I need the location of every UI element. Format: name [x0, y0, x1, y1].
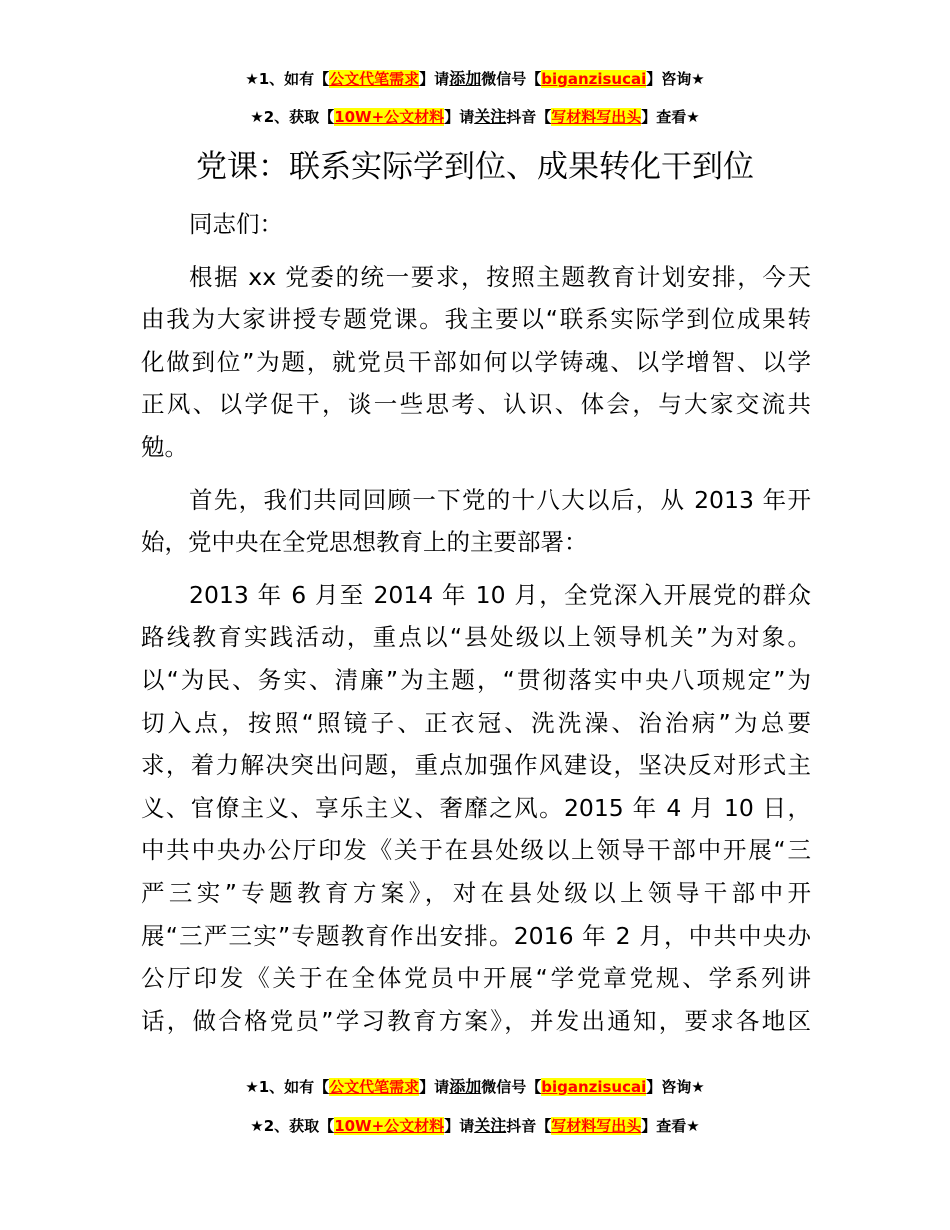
banner-text: ★1、如有【	[245, 70, 330, 88]
banner-highlight: 10W+公文材料	[334, 1117, 445, 1135]
paragraph-line: 根据 xx 党委的统一要求，按照主题教育计划安排，今天	[189, 262, 811, 291]
top-banner-line-2	[0, 107, 950, 127]
banner-douyin-id: 写材料写出头	[551, 108, 642, 126]
paragraph-line: 路线教育实践活动，重点以“县处级以上领导机关”为对象。	[141, 623, 811, 652]
banner-wechat-id: biganzisucai	[541, 70, 647, 88]
paragraph-line: 首先，我们共同回顾一下党的十八大以后，从 2013 年开	[189, 485, 811, 514]
paragraph-line: 以“为民、务实、清廉”为主题，“贯彻落实中央八项规定”为	[141, 665, 811, 694]
banner-text: 微信号【	[481, 1078, 542, 1096]
banner-douyin-id: 写材料写出头	[551, 1117, 642, 1135]
top-banner-line-1	[0, 69, 950, 89]
paragraph-line: 正风、以学促干，谈一些思考、认识、体会，与大家交流共	[141, 390, 811, 419]
paragraph-line: 由我为大家讲授专题党课。我主要以“联系实际学到位成果转	[141, 305, 811, 334]
banner-text: 】查看★	[641, 1117, 700, 1135]
banner-underlined-text: 关注	[474, 1116, 507, 1135]
salutation: 同志们：	[189, 210, 283, 238]
paragraph-line: 中共中央办公厅印发《关于在县处级以上领导干部中开展“三	[141, 836, 811, 865]
paragraph-line: 切入点，按照“照镜子、正衣冠、洗洗澡、治治病”为总要	[141, 708, 811, 737]
banner-text: 】请	[419, 1078, 450, 1096]
paragraph-1	[141, 256, 811, 469]
paragraph-line: 求，着力解决突出问题，重点加强作风建设，坚决反对形式主	[141, 751, 811, 780]
banner-text: ★2、获取【	[250, 1117, 335, 1135]
paragraph-line: 话，做合格党员”学习教育方案》，并发出通知，要求各地区	[141, 1006, 811, 1035]
document-body	[141, 203, 811, 1042]
banner-text: 】请	[444, 108, 475, 126]
banner-text: ★1、如有【	[245, 1078, 330, 1096]
banner-text: 】请	[444, 1117, 475, 1135]
paragraph-line: 化做到位”为题，就党员干部如何以学铸魂、以学增智、以学	[141, 347, 811, 376]
document-title: 党课：联系实际学到位、成果转化干到位	[196, 149, 754, 185]
paragraph-line: 公厅印发《关于在全体党员中开展“学党章党规、学系列讲	[141, 964, 811, 993]
banner-text: 抖音【	[506, 108, 552, 126]
banner-underlined-text: 添加	[449, 69, 482, 88]
banner-text: 】查看★	[641, 108, 700, 126]
paragraph-3	[141, 574, 811, 1043]
banner-text: 抖音【	[506, 1117, 552, 1135]
banner-highlight: 公文代笔需求	[329, 70, 420, 88]
banner-text: 】咨询★	[646, 1078, 705, 1096]
banner-highlight: 公文代笔需求	[329, 1078, 420, 1096]
banner-text: 】请	[419, 70, 450, 88]
paragraph-line: 严三实”专题教育方案》，对在县处级以上领导干部中开	[141, 878, 811, 907]
paragraph-line: 2013 年 6 月至 2014 年 10 月，全党深入开展党的群众	[189, 580, 811, 609]
paragraph-line: 义、官僚主义、享乐主义、奢靡之风。2015 年 4 月 10 日，	[141, 793, 811, 822]
banner-underlined-text: 关注	[474, 107, 507, 126]
bottom-banner-line-2	[0, 1116, 950, 1136]
banner-text: ★2、获取【	[250, 108, 335, 126]
banner-wechat-id: biganzisucai	[541, 1078, 647, 1096]
banner-highlight: 10W+公文材料	[334, 108, 445, 126]
paragraph-line: 勉。	[141, 432, 188, 461]
banner-underlined-text: 添加	[449, 1077, 482, 1096]
paragraph-2	[141, 479, 811, 564]
banner-text: 微信号【	[481, 70, 542, 88]
paragraph-line: 始，党中央在全党思想教育上的主要部署：	[141, 528, 588, 557]
bottom-banner-line-1	[0, 1077, 950, 1097]
banner-text: 】咨询★	[646, 70, 705, 88]
paragraph-line: 展“三严三实”专题教育作出安排。2016 年 2 月，中共中央办	[141, 921, 811, 950]
